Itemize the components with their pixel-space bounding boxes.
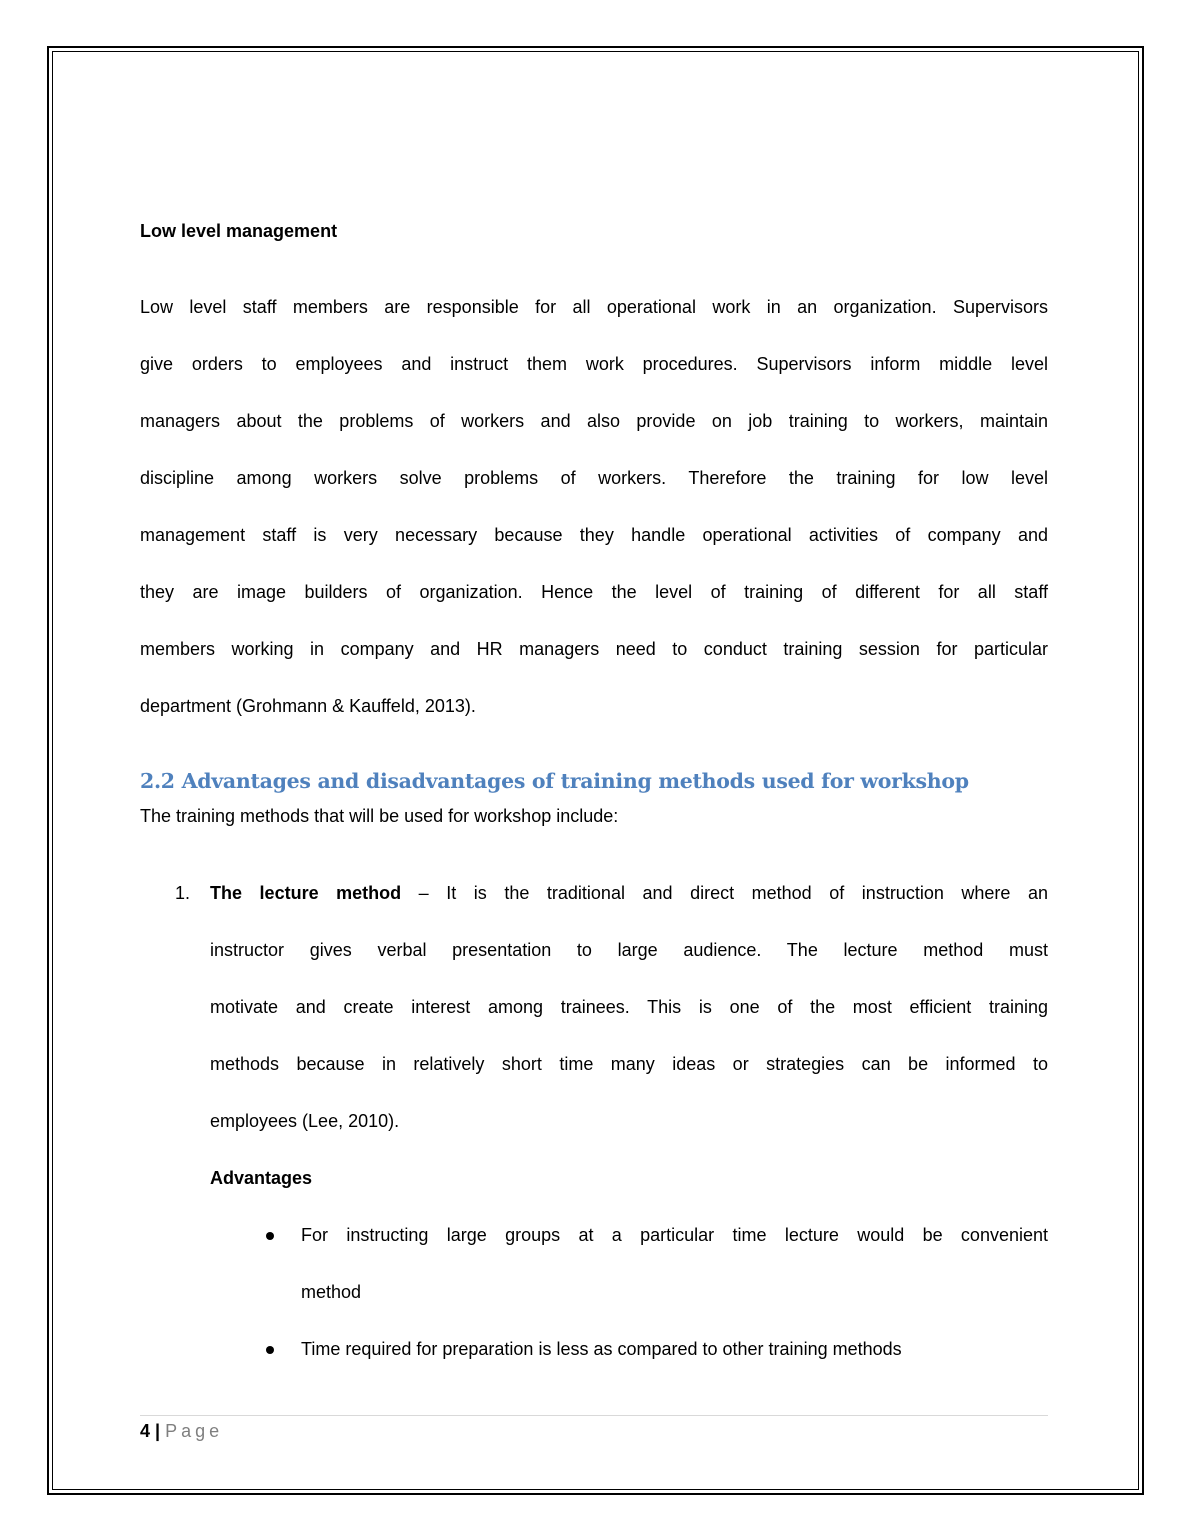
page-number: 4 bbox=[140, 1421, 151, 1441]
intro-text: The training methods that will be used for workshop include: bbox=[140, 806, 619, 826]
paragraph-line: management staff is very necessary because they handle operational activities of company and bbox=[140, 525, 1048, 545]
paragraph-line: managers about the problems of workers and also provide on job training to workers, maintain bbox=[140, 411, 1048, 431]
paragraph-line: department (Grohmann & Kauffeld, 2013). bbox=[140, 696, 476, 716]
page-label: Page bbox=[165, 1421, 224, 1441]
advantage-line: Time required for preparation is less as compared to other training methods bbox=[301, 1339, 902, 1359]
advantage-line: method bbox=[301, 1282, 362, 1302]
paragraph-line: they are image builders of organization. Hence the level of training of different for all staff bbox=[140, 582, 1048, 602]
list-item-lecture bbox=[210, 883, 1048, 1225]
footer bbox=[140, 1421, 223, 1442]
advantages-label: Advantages bbox=[210, 1168, 313, 1188]
list-line: employees (Lee, 2010). bbox=[210, 1111, 400, 1131]
paragraph-line: members working in company and HR managers need to conduct training session for particular bbox=[140, 639, 1048, 659]
advantages-list bbox=[301, 1225, 1048, 1396]
list-item-text: – It is the traditional and direct method of instruction where an bbox=[401, 883, 1048, 903]
advantage-line: For instructing large groups at a particular time lecture would be convenient bbox=[301, 1225, 1048, 1245]
list-line: instructor gives verbal presentation to large audience. The lecture method must bbox=[210, 940, 1048, 960]
paragraph-line: Low level staff members are responsible for all operational work in an organization. Supervisors bbox=[140, 297, 1048, 317]
list-line bbox=[210, 883, 1048, 940]
section-heading: Low level management bbox=[140, 221, 338, 241]
list-line: methods because in relatively short time many ideas or strategies can be informed to bbox=[210, 1054, 1048, 1074]
list-item-title: The lecture method bbox=[210, 883, 402, 903]
paragraph-low-level bbox=[140, 297, 1048, 753]
bullet-icon bbox=[266, 1346, 274, 1354]
bullet-icon bbox=[266, 1232, 274, 1240]
list-number: 1. bbox=[175, 883, 191, 903]
paragraph-line: discipline among workers solve problems of workers. Therefore the training for low level bbox=[140, 468, 1048, 488]
paragraph-line: give orders to employees and instruct them work procedures. Supervisors inform middle level bbox=[140, 354, 1048, 374]
list-line: motivate and create interest among trainees. This is one of the most efficient training bbox=[210, 997, 1048, 1017]
footer-divider bbox=[140, 1415, 1048, 1416]
footer-separator: | bbox=[155, 1421, 161, 1441]
heading-2-2: 2.2 Advantages and disadvantages of training methods used for workshop bbox=[140, 769, 969, 793]
